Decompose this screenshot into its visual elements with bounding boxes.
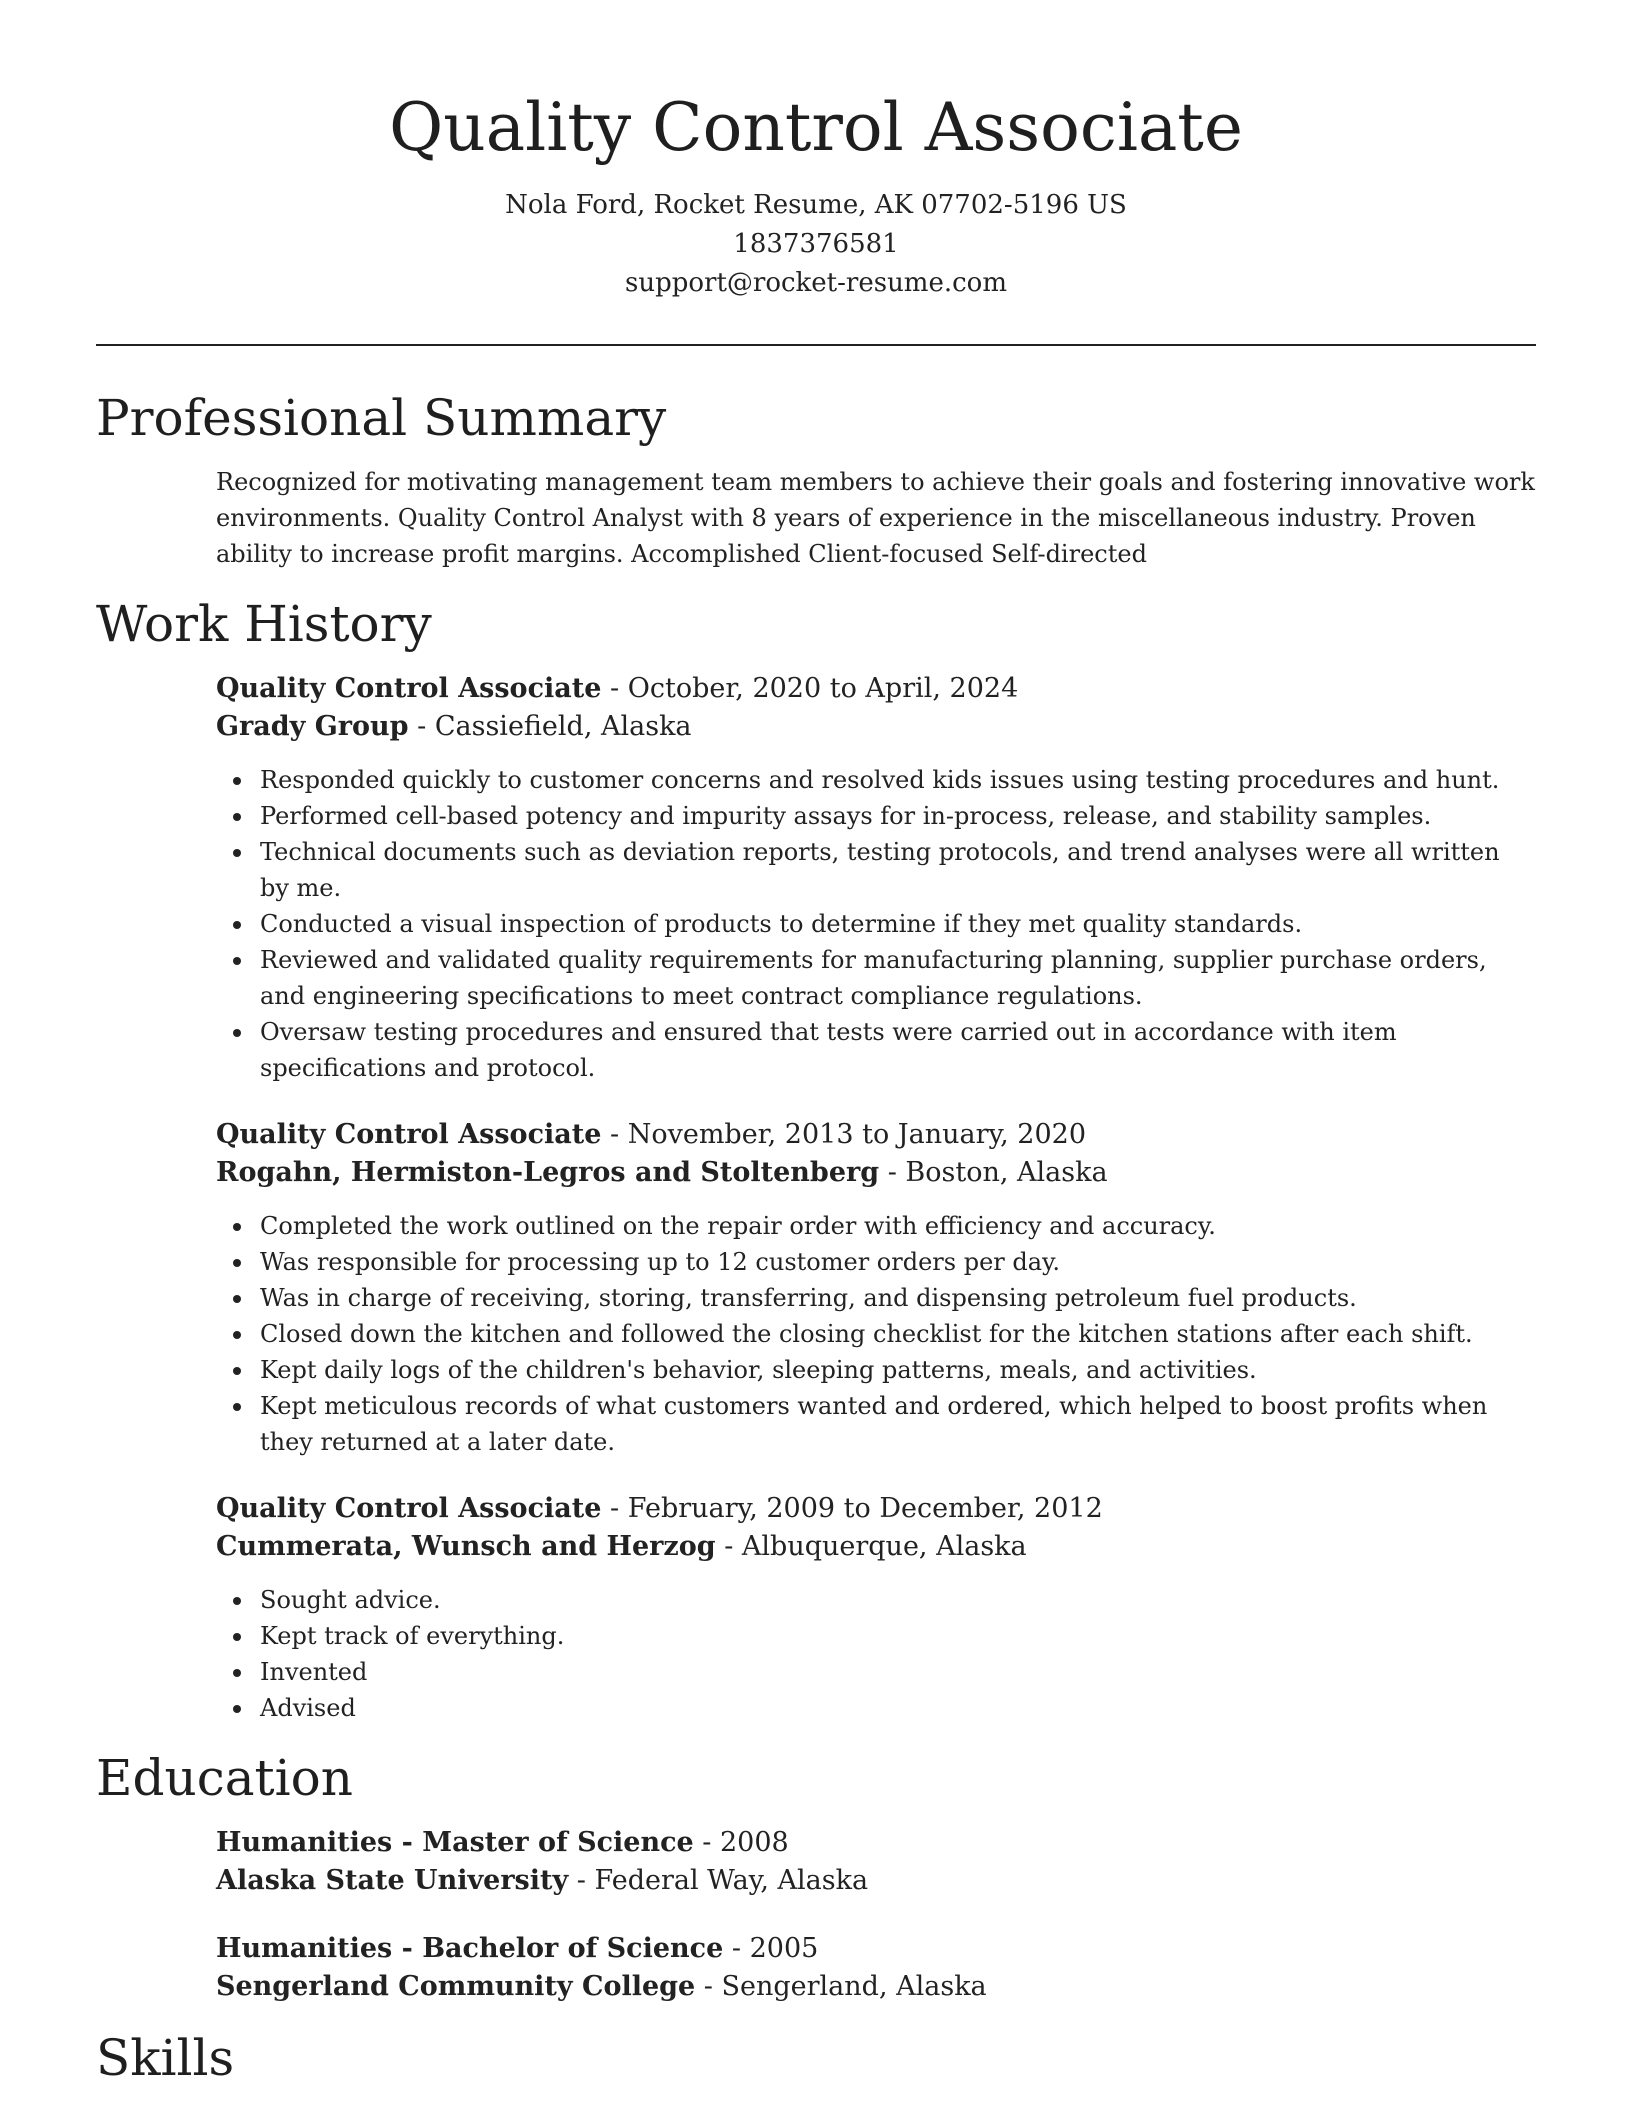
- job-role: Quality Control Associate: [216, 1493, 602, 1524]
- summary-heading: Professional Summary: [96, 389, 667, 447]
- list-item: Sought advice.: [260, 1582, 1536, 1618]
- resume-title: Quality Control Associate: [389, 89, 1243, 166]
- list-item: Was responsible for processing up to 12 customer orders per day.: [260, 1244, 1536, 1280]
- job-bullets: [216, 1208, 1536, 1460]
- resume-header: [96, 0, 1536, 303]
- job-entry: [216, 670, 1536, 1086]
- job-company: Grady Group: [216, 711, 409, 742]
- summary-section: [96, 388, 1536, 572]
- job-location: - Boston, Alaska: [879, 1157, 1108, 1188]
- list-item: Advised: [260, 1690, 1536, 1726]
- education-school-line: [216, 1968, 1536, 2006]
- skills-heading: Skills: [96, 2029, 235, 2087]
- job-title-line: [216, 1116, 1536, 1154]
- education-degree-line: [216, 1930, 1536, 1968]
- list-item: Oversaw testing procedures and ensured that tests were carried out in accordance with item specifications and protocol.: [260, 1014, 1536, 1086]
- job-title-line: [216, 1490, 1536, 1528]
- list-item: Responded quickly to customer concerns and resolved kids issues using testing procedures and hunt.: [260, 762, 1536, 798]
- job-role: Quality Control Associate: [216, 673, 602, 704]
- job-company-line: [216, 1528, 1536, 1566]
- contact-phone: 1837376581: [733, 229, 899, 259]
- list-item: Closed down the kitchen and followed the closing checklist for the kitchen stations after each shift.: [260, 1316, 1536, 1352]
- header-divider: [96, 344, 1536, 346]
- education-location: - Federal Way, Alaska: [568, 1865, 869, 1896]
- education-school: Alaska State University: [216, 1865, 569, 1896]
- list-item: Completed the work outlined on the repair order with efficiency and accuracy.: [260, 1208, 1536, 1244]
- resume-page: [96, 0, 1536, 2088]
- job-dates: - November, 2013 to January, 2020: [601, 1119, 1087, 1150]
- education-school: Sengerland Community College: [216, 1971, 696, 2002]
- job-location: - Albuquerque, Alaska: [715, 1531, 1027, 1562]
- education-year: - 2008: [693, 1827, 789, 1858]
- list-item: Kept daily logs of the children's behavior, sleeping patterns, meals, and activities.: [260, 1352, 1536, 1388]
- skills-section: [96, 2028, 1536, 2088]
- job-entry: [216, 1490, 1536, 1726]
- education-degree: Humanities - Master of Science: [216, 1827, 694, 1858]
- list-item: Performed cell-based potency and impurity assays for in-process, release, and stability samples.: [260, 798, 1536, 834]
- contact-info: [96, 186, 1536, 303]
- summary-body: [216, 464, 1536, 572]
- education-entry: [216, 1824, 1536, 1900]
- job-company: Rogahn, Hermiston-Legros and Stoltenberg: [216, 1157, 880, 1188]
- job-dates: - October, 2020 to April, 2024: [601, 673, 1019, 704]
- contact-address: Nola Ford, Rocket Resume, AK 07702-5196 US: [505, 190, 1127, 220]
- education-school-line: [216, 1862, 1536, 1900]
- job-bullets: [216, 1582, 1536, 1726]
- job-dates: - February, 2009 to December, 2012: [601, 1493, 1103, 1524]
- education-section: [96, 1748, 1536, 2006]
- education-heading: Education: [96, 1749, 353, 1807]
- contact-email[interactable]: support@rocket-resume.com: [624, 268, 1007, 298]
- list-item: Invented: [260, 1654, 1536, 1690]
- work-heading: Work History: [96, 595, 432, 653]
- job-role: Quality Control Associate: [216, 1119, 602, 1150]
- education-location: - Sengerland, Alaska: [695, 1971, 987, 2002]
- education-degree: Humanities - Bachelor of Science: [216, 1933, 724, 1964]
- list-item: Kept meticulous records of what customers wanted and ordered, which helped to boost profits when they returned at a later date.: [260, 1388, 1536, 1460]
- job-location: - Cassiefield, Alaska: [408, 711, 692, 742]
- list-item: Reviewed and validated quality requirements for manufacturing planning, supplier purchase orders, and engineering specifications to meet contract compliance regulations.: [260, 942, 1536, 1014]
- job-company: Cummerata, Wunsch and Herzog: [216, 1531, 716, 1562]
- work-section: [96, 594, 1536, 1726]
- education-year: - 2005: [723, 1933, 819, 1964]
- job-entry: [216, 1116, 1536, 1460]
- list-item: Kept track of everything.: [260, 1618, 1536, 1654]
- education-entry: [216, 1930, 1536, 2006]
- list-item: Technical documents such as deviation reports, testing protocols, and trend analyses were all written by me.: [260, 834, 1536, 906]
- job-company-line: [216, 708, 1536, 746]
- job-bullets: [216, 762, 1536, 1086]
- job-title-line: [216, 670, 1536, 708]
- summary-text: Recognized for motivating management team members to achieve their goals and fostering innovative work environments. Quality Control Analyst with 8 years of experience in the miscellaneous industry. Proven ability to increase profit margins. Accomplished Client-focused Self-directed: [216, 468, 1535, 568]
- education-degree-line: [216, 1824, 1536, 1862]
- list-item: Conducted a visual inspection of products to determine if they met quality standards.: [260, 906, 1536, 942]
- list-item: Was in charge of receiving, storing, transferring, and dispensing petroleum fuel products.: [260, 1280, 1536, 1316]
- job-company-line: [216, 1154, 1536, 1192]
